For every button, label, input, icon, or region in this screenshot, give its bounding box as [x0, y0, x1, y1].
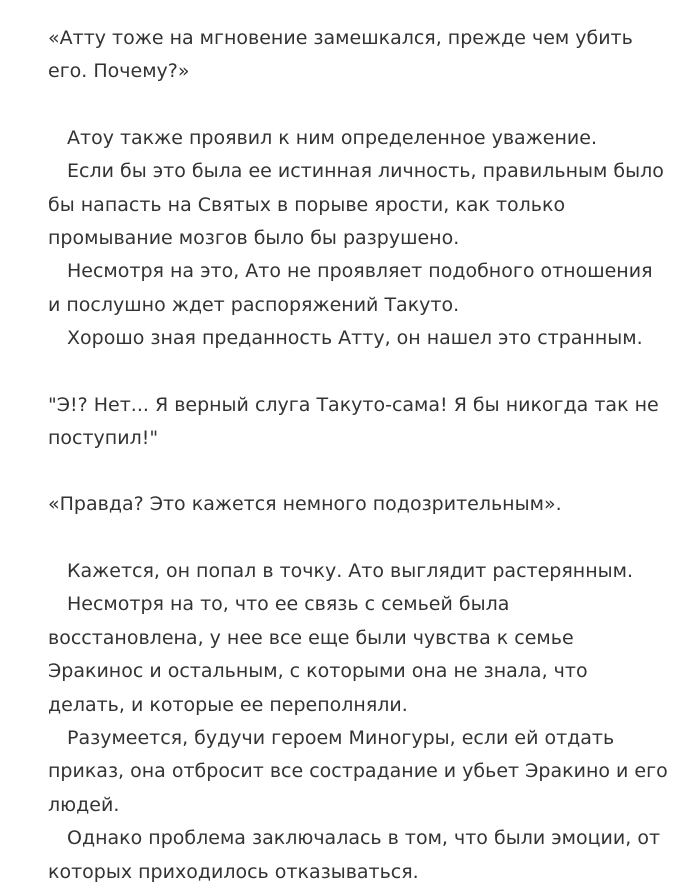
- paragraph-4: Несмотря на это, Ато не проявляет подобного отношения и послушно ждет распоряжений Такуто.: [48, 260, 653, 316]
- paragraph-9: Несмотря на то, что ее связь с семьей была восстановлена, у нее все еще были чувства к семье Эракинос и остальным, с которыми она не знала, что делать, и которые ее переполняли.: [48, 593, 588, 716]
- paragraph-3: Если бы это была ее истинная личность, правильным было бы напасть на Святых в порыве ярости, как только промывание мозгов было бы разрушено.: [48, 160, 664, 250]
- paragraph-1: «Атту тоже на мгновение замешкался, прежде чем убить его. Почему?»: [48, 27, 633, 83]
- paragraph-8: Кажется, он попал в точку. Ато выглядит растерянным.: [67, 559, 633, 582]
- paragraph-5: Хорошо зная преданность Атту, он нашел это странным.: [67, 327, 643, 350]
- paragraph-10: Разумеется, будучи героем Миногуры, если ей отдать приказ, она отбросит все сострадание и убьет Эракино и его людей.: [48, 726, 668, 816]
- paragraph-2: Атоу также проявил к ним определенное уважение.: [67, 126, 597, 149]
- paragraph-7: «Правда? Это кажется немного подозрительным».: [48, 493, 562, 516]
- reading-page: [48, 22, 668, 889]
- paragraph-11: Однако проблема заключалась в том, что были эмоции, от которых приходилось отказываться.: [48, 827, 661, 883]
- paragraph-gap: [48, 356, 668, 389]
- paragraph-gap: [48, 522, 668, 555]
- paragraph-6: "Э!? Нет... Я верный слуга Такуто-сама! Я бы никогда так не поступил!": [48, 393, 659, 450]
- paragraph-gap: [48, 455, 668, 488]
- paragraph-gap: [48, 89, 668, 122]
